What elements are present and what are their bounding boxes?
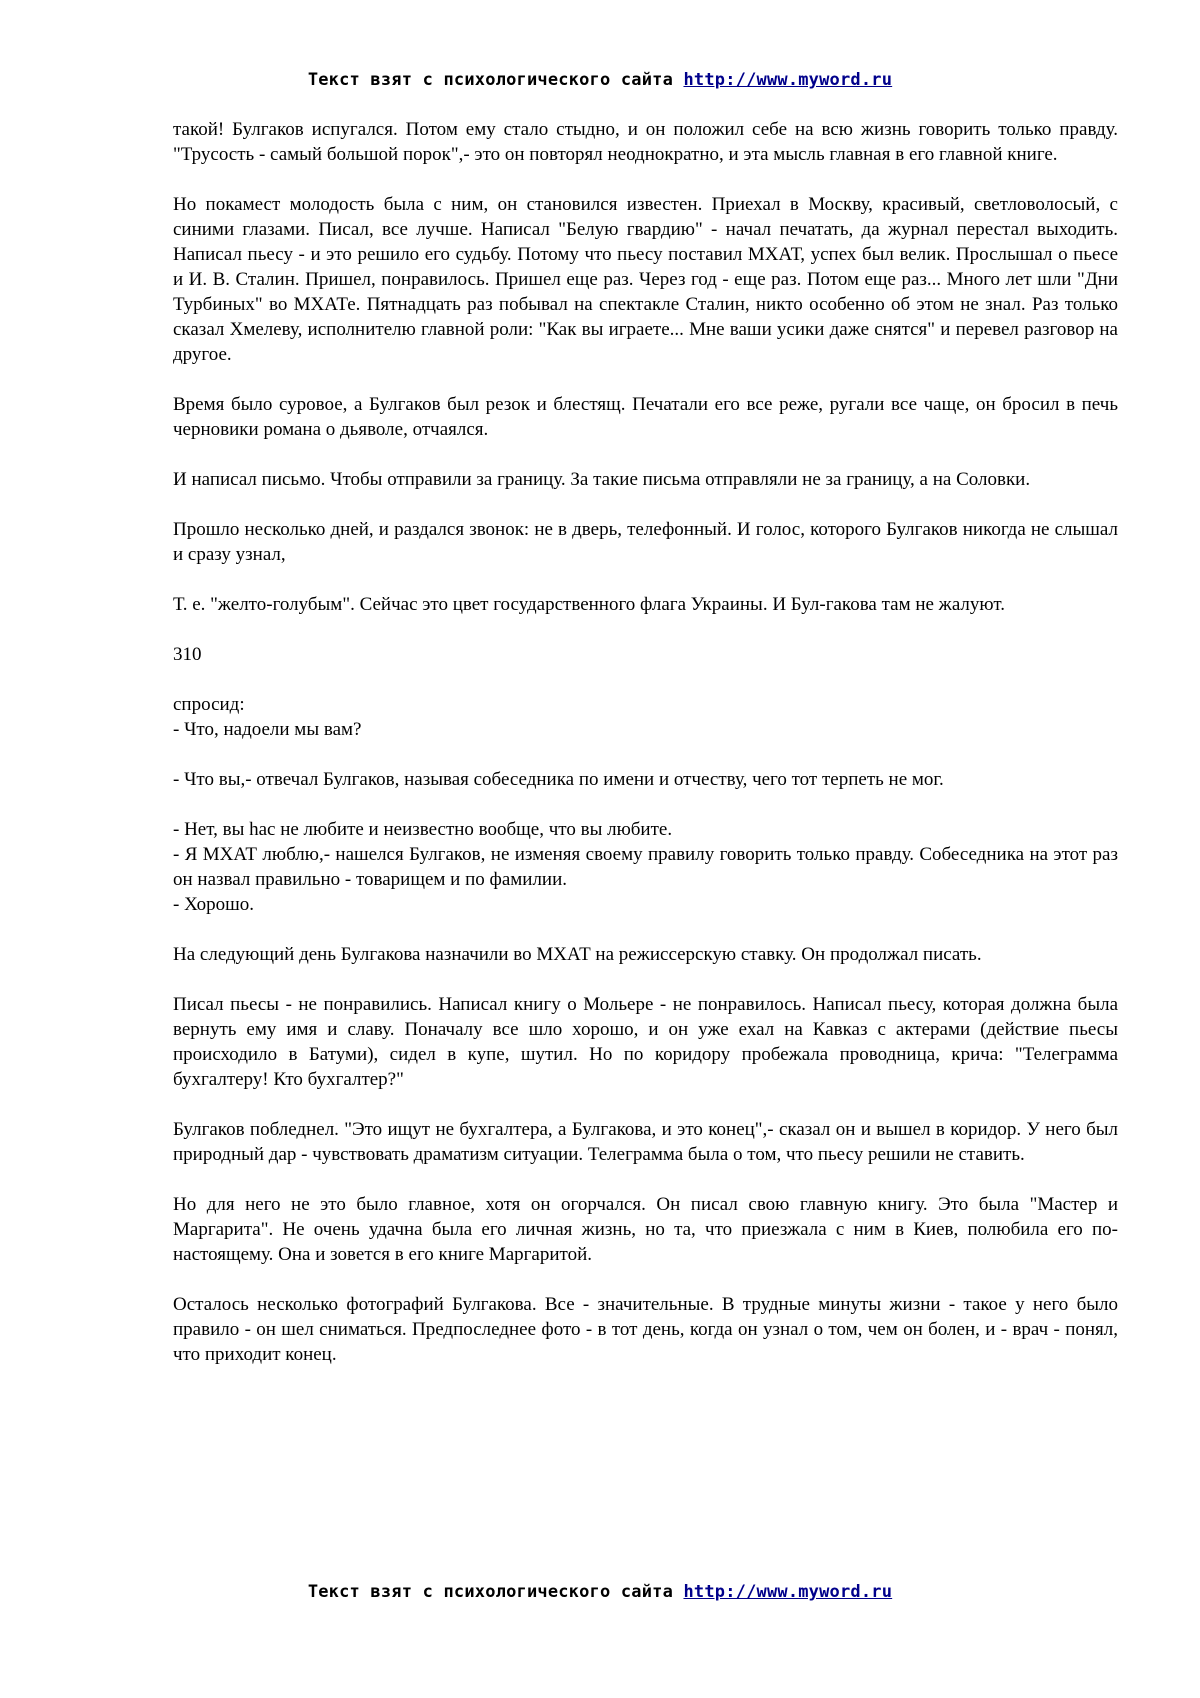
footer-site-link[interactable]: http://www.myword.ru xyxy=(683,1582,893,1602)
paragraph: И написал письмо. Чтобы отправили за границу. За такие письма отправляли не за границу, а на Соловки. xyxy=(173,469,1031,490)
paragraph: спросид: xyxy=(173,694,245,715)
paragraph: Писал пьесы - не понравились. Написал книгу о Мольере - не понравилось. Написал пьесу, которая должна была вернуть ему имя и славу. Поначалу все шло хорошо, и он уже ехал на Кавказ с актерами (действие пьесы происходило в Батуми), сидел в купе, шутил. Но по коридору пробежала проводница, крича: "Телеграмма бухгалтеру! Кто бухгалтер?" xyxy=(173,994,1118,1090)
paragraph: Булгаков побледнел. "Это ищут не бухгалтера, а Булгакова, и это конец",- сказал он и вышел в коридор. У него был природный дар - чувствовать драматизм ситуации. Телеграмма была о том, что пьесу решили не ставить. xyxy=(173,1119,1118,1165)
dialogue-line: - Хорошо. xyxy=(173,894,254,915)
dialogue-line: - Что, надоели мы вам? xyxy=(173,719,362,740)
dialogue-line: - Нет, вы hас не любите и неизвестно вообще, что вы любите. xyxy=(173,819,673,840)
footer-text: Текст взят с психологического сайта xyxy=(307,1582,684,1602)
page-number: 310 xyxy=(173,644,202,665)
paragraph: На следующий день Булгакова назначили во МХАТ на режиссерскую ставку. Он продолжал писать. xyxy=(173,944,982,965)
document-body xyxy=(173,117,1118,1367)
running-header xyxy=(0,70,1200,90)
paragraph: Но покамест молодость была с ним, он становился известен. Приехал в Москву, красивый, светловолосый, с синими глазами. Писал, все лучше. Написал "Белую гвардию" - начал печатать, да журнал перестал выходить. Написал пьесу - и это решило его судьбу. Потому что пьесу поставил МХАТ, успех был велик. Прослышал о пьесе и И. В. Сталин. Пришел, понравилось. Пришел еще раз. Через год - еще раз. Потом еще раз... Много лет шли "Дни Турбиных" во МХАТе. Пятнадцать раз побывал на спектакле Сталин, никто особенно об этом не знал. Раз только сказал Хмелеву, исполнителю главной роли: "Как вы играете... Мне ваши усики даже снятся" и перевел разговор на другое. xyxy=(173,194,1118,365)
running-footer xyxy=(0,1582,1200,1602)
dialogue-line: - Что вы,- отвечал Булгаков, называя собеседника по имени и отчеству, чего тот терпеть не мог. xyxy=(173,769,944,790)
paragraph: Т. е. "желто-голубым". Сейчас это цвет государственного флага Украины. И Бул-гакова там не жалуют. xyxy=(173,594,1005,615)
header-text: Текст взят с психологического сайта xyxy=(307,70,684,90)
paragraph: Прошло несколько дней, и раздался звонок: не в дверь, телефонный. И голос, которого Булгаков никогда не слышал и сразу узнал, xyxy=(173,519,1118,565)
paragraph: Осталось несколько фотографий Булгакова. Все - значительные. В трудные минуты жизни - такое у него было правило - он шел сниматься. Предпоследнее фото - в тот день, когда он узнал о том, чем он болен, и - врач - понял, что приходит конец. xyxy=(173,1294,1118,1365)
paragraph: Время было суровое, а Булгаков был резок и блестящ. Печатали его все реже, ругали все чаще, он бросил в печь черновики романа о дьяволе, отчаялся. xyxy=(173,394,1118,440)
dialogue-line: - Я МХАТ люблю,- нашелся Булгаков, не изменяя своему правилу говорить только правду. Собеседника на этот раз он назвал правильно - товарищем и по фамилии. xyxy=(173,844,1118,890)
paragraph: такой! Булгаков испугался. Потом ему стало стыдно, и он положил себе на всю жизнь говорить только правду. "Трусость - самый большой порок",- это он повторял неоднократно, и эта мысль главная в его главной книге. xyxy=(173,119,1118,165)
paragraph: Но для него не это было главное, хотя он огорчался. Он писал свою главную книгу. Это была "Мастер и Маргарита". Не очень удачна была его личная жизнь, но та, что приезжала с ним в Киев, полюбила его по-настоящему. Она и зовется в его книге Маргаритой. xyxy=(173,1194,1118,1265)
header-site-link[interactable]: http://www.myword.ru xyxy=(683,70,893,90)
